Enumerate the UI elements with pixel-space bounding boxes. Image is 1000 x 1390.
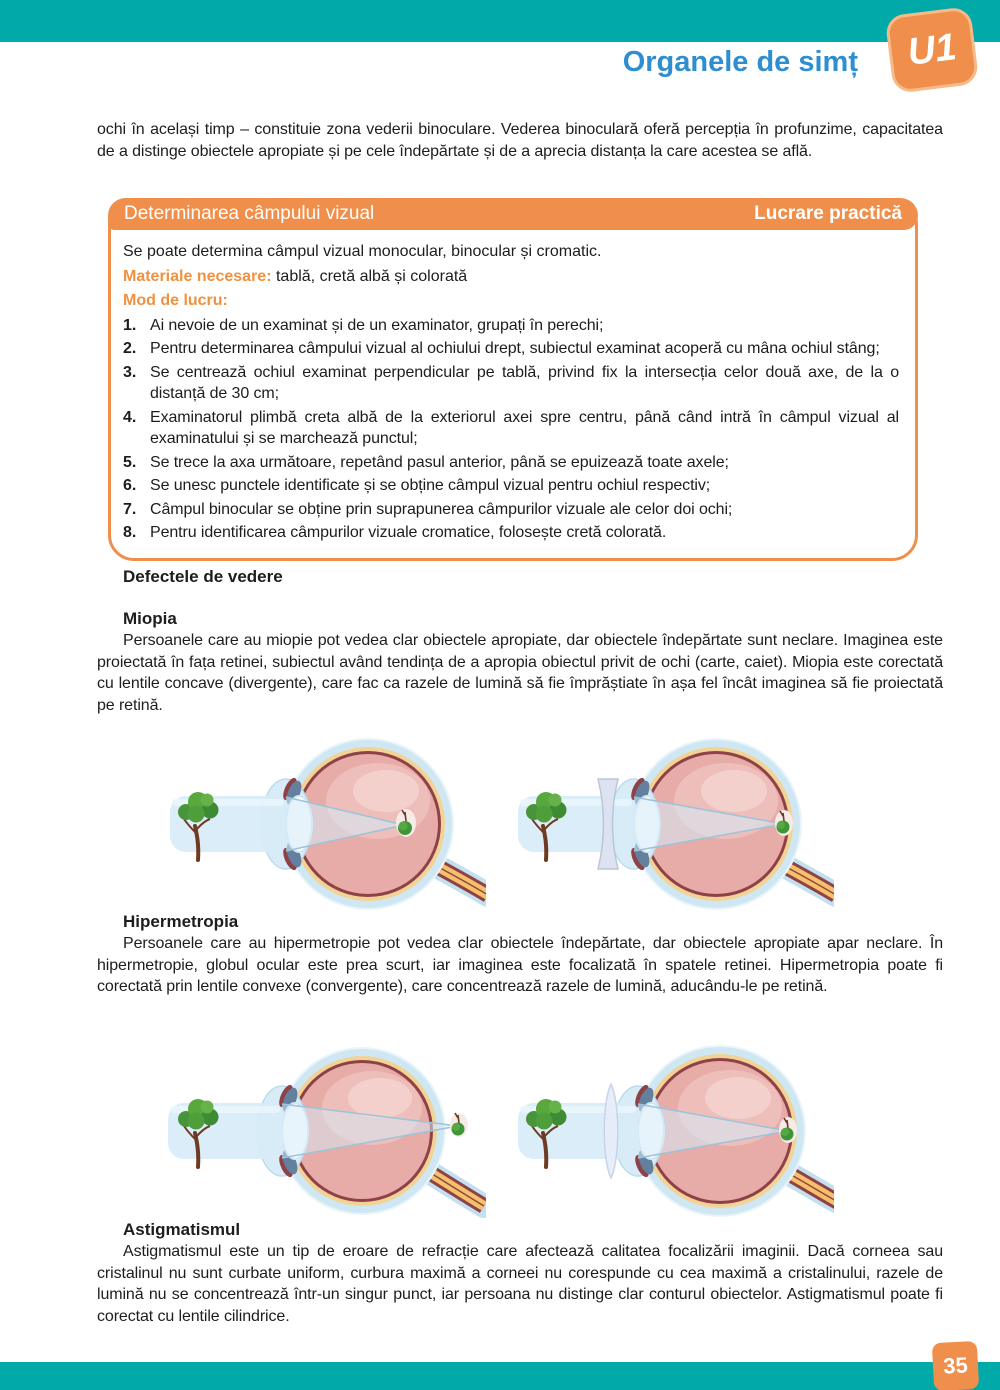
step-text: Se centrează ochiul examinat perpendicular pe tablă, privind fix la intersecția celor două axe, de la o distanță de 30 cm; xyxy=(150,363,899,402)
list-item xyxy=(123,338,899,360)
practical-box-body xyxy=(111,230,915,558)
materials-text: tablă, cretă albă și colorată xyxy=(271,267,468,285)
step-number: 2. xyxy=(123,340,137,357)
focal-image-tree xyxy=(775,810,793,836)
practical-box-header xyxy=(108,198,918,230)
hipermetropia-heading: Hipermetropia xyxy=(123,912,239,931)
focal-image-tree xyxy=(450,1113,468,1137)
step-number: 7. xyxy=(123,500,137,518)
bottom-teal-bar xyxy=(0,1362,1000,1390)
practical-work-box xyxy=(108,198,918,561)
step-number: 4. xyxy=(123,408,137,426)
astigmatism-paragraph: Astigmatismul este un tip de eroare de refracție care afectează calitatea focalizării imaginii. Dacă corneea sau cristalinul nu sunt curbate uniform, curbura maximă a corneei nu corespunde cu cea maximă a cristalinului, razele de lumină nu se concentrează într-un singur punct, iar persoana nu distinge clar conturul obiectelor. Astigmatismul poate fi corectat cu lentile cilindrice. xyxy=(97,1243,943,1325)
step-text: Ai nevoie de un examinat și de un examinator, grupați în perechi; xyxy=(150,316,604,334)
method-label: Mod de lucru: xyxy=(123,292,228,309)
step-text: Examinatorul plimbă creta albă de la exteriorul axei spre centru, până când intră în câmpul vizual al examinatului și se marchează punctul; xyxy=(150,408,899,447)
hipermetropia-corrected-diagram xyxy=(514,1040,834,1218)
list-item xyxy=(123,475,899,497)
materials-label: Materiale necesare: xyxy=(123,267,272,285)
list-item xyxy=(123,362,899,405)
miopia-diagrams xyxy=(0,733,1000,911)
practical-box-title: Determinarea câmpului vizual xyxy=(124,203,375,224)
miopia-uncorrected-diagram xyxy=(166,733,486,911)
step-number: 1. xyxy=(123,316,137,334)
step-number: 6. xyxy=(123,477,137,494)
step-text: Pentru determinarea câmpului vizual al ochiului drept, subiectul examinat acoperă cu mâna ochiul stâng; xyxy=(150,340,880,357)
step-number: 5. xyxy=(123,453,137,471)
list-item xyxy=(123,315,899,337)
hipermetropia-uncorrected-diagram xyxy=(166,1040,486,1218)
miopia-paragraph: Persoanele care au miopie pot vedea clar obiectele apropiate, dar obiectele îndepărtate sunt neclare. Imaginea este proiectată în fața retinei, subiectul având tendința de a apropia obiectul privit de ochi (carte, caiet). Miopia este corectată cu lentile concave (divergente), care fac ca razele de lumină să fie împrăștiate în așa fel încât imaginea să fie proiectată pe retină. xyxy=(97,632,943,714)
page-number: 35 xyxy=(942,1352,969,1379)
unit-badge xyxy=(888,9,976,90)
hipermetropia-diagrams xyxy=(0,1040,1000,1218)
list-item xyxy=(123,407,899,450)
page-number-badge xyxy=(932,1341,979,1390)
step-text: Pentru identificarea câmpurilor vizuale cromatice, folosește cretă colorată. xyxy=(150,524,667,541)
convex-lens-icon xyxy=(604,1084,618,1178)
list-item xyxy=(123,499,899,521)
step-text: Câmpul binocular se obține prin suprapunerea câmpurilor vizuale ale celor doi ochi; xyxy=(150,500,733,518)
defects-heading: Defectele de vedere xyxy=(123,567,283,586)
list-item xyxy=(123,452,899,474)
step-text: Se unesc punctele identificate și se obține câmpul vizual pentru ochiul respectiv; xyxy=(150,477,711,494)
miopia-corrected-diagram xyxy=(514,733,834,911)
miopia-heading: Miopia xyxy=(123,609,177,628)
unit-badge-label: U1 xyxy=(905,25,959,74)
practical-box-badge: Lucrare practică xyxy=(754,203,902,224)
page-title: Organele de simț xyxy=(622,46,858,78)
method-steps xyxy=(123,315,899,544)
materials-line xyxy=(123,266,899,288)
step-number: 3. xyxy=(123,363,137,381)
intro-paragraph: ochi în același timp – constituie zona vederii binoculare. Vederea binoculară oferă percepția în profunzime, capacitatea de a distinge obiectele apropiate și pe cele îndepărtate și de a aprecia distanța la care acestea se află. xyxy=(97,121,943,160)
step-number: 8. xyxy=(123,524,137,541)
practical-intro: Se poate determina câmpul vizual monocular, binocular și cromatic. xyxy=(123,243,602,260)
astigmatism-heading: Astigmatismul xyxy=(123,1220,241,1239)
hipermetropia-paragraph: Persoanele care au hipermetropie pot vedea clar obiectele îndepărtate, dar obiectele apropiate apar neclare. În hipermetropie, globul ocular este prea scurt, iar imaginea este focalizată în spatele retinei. Hipermetropia poate fi corectată prin lentile convexe (convergente), care concentrează razele de lumină, aducându-le pe retină. xyxy=(97,935,943,995)
step-text: Se trece la axa următoare, repetând pasul anterior, până se epuizează toate axele; xyxy=(150,453,729,471)
list-item xyxy=(123,522,899,544)
focal-image-tree xyxy=(779,1117,797,1143)
top-teal-bar xyxy=(0,0,1000,42)
focal-image-tree xyxy=(396,809,416,837)
